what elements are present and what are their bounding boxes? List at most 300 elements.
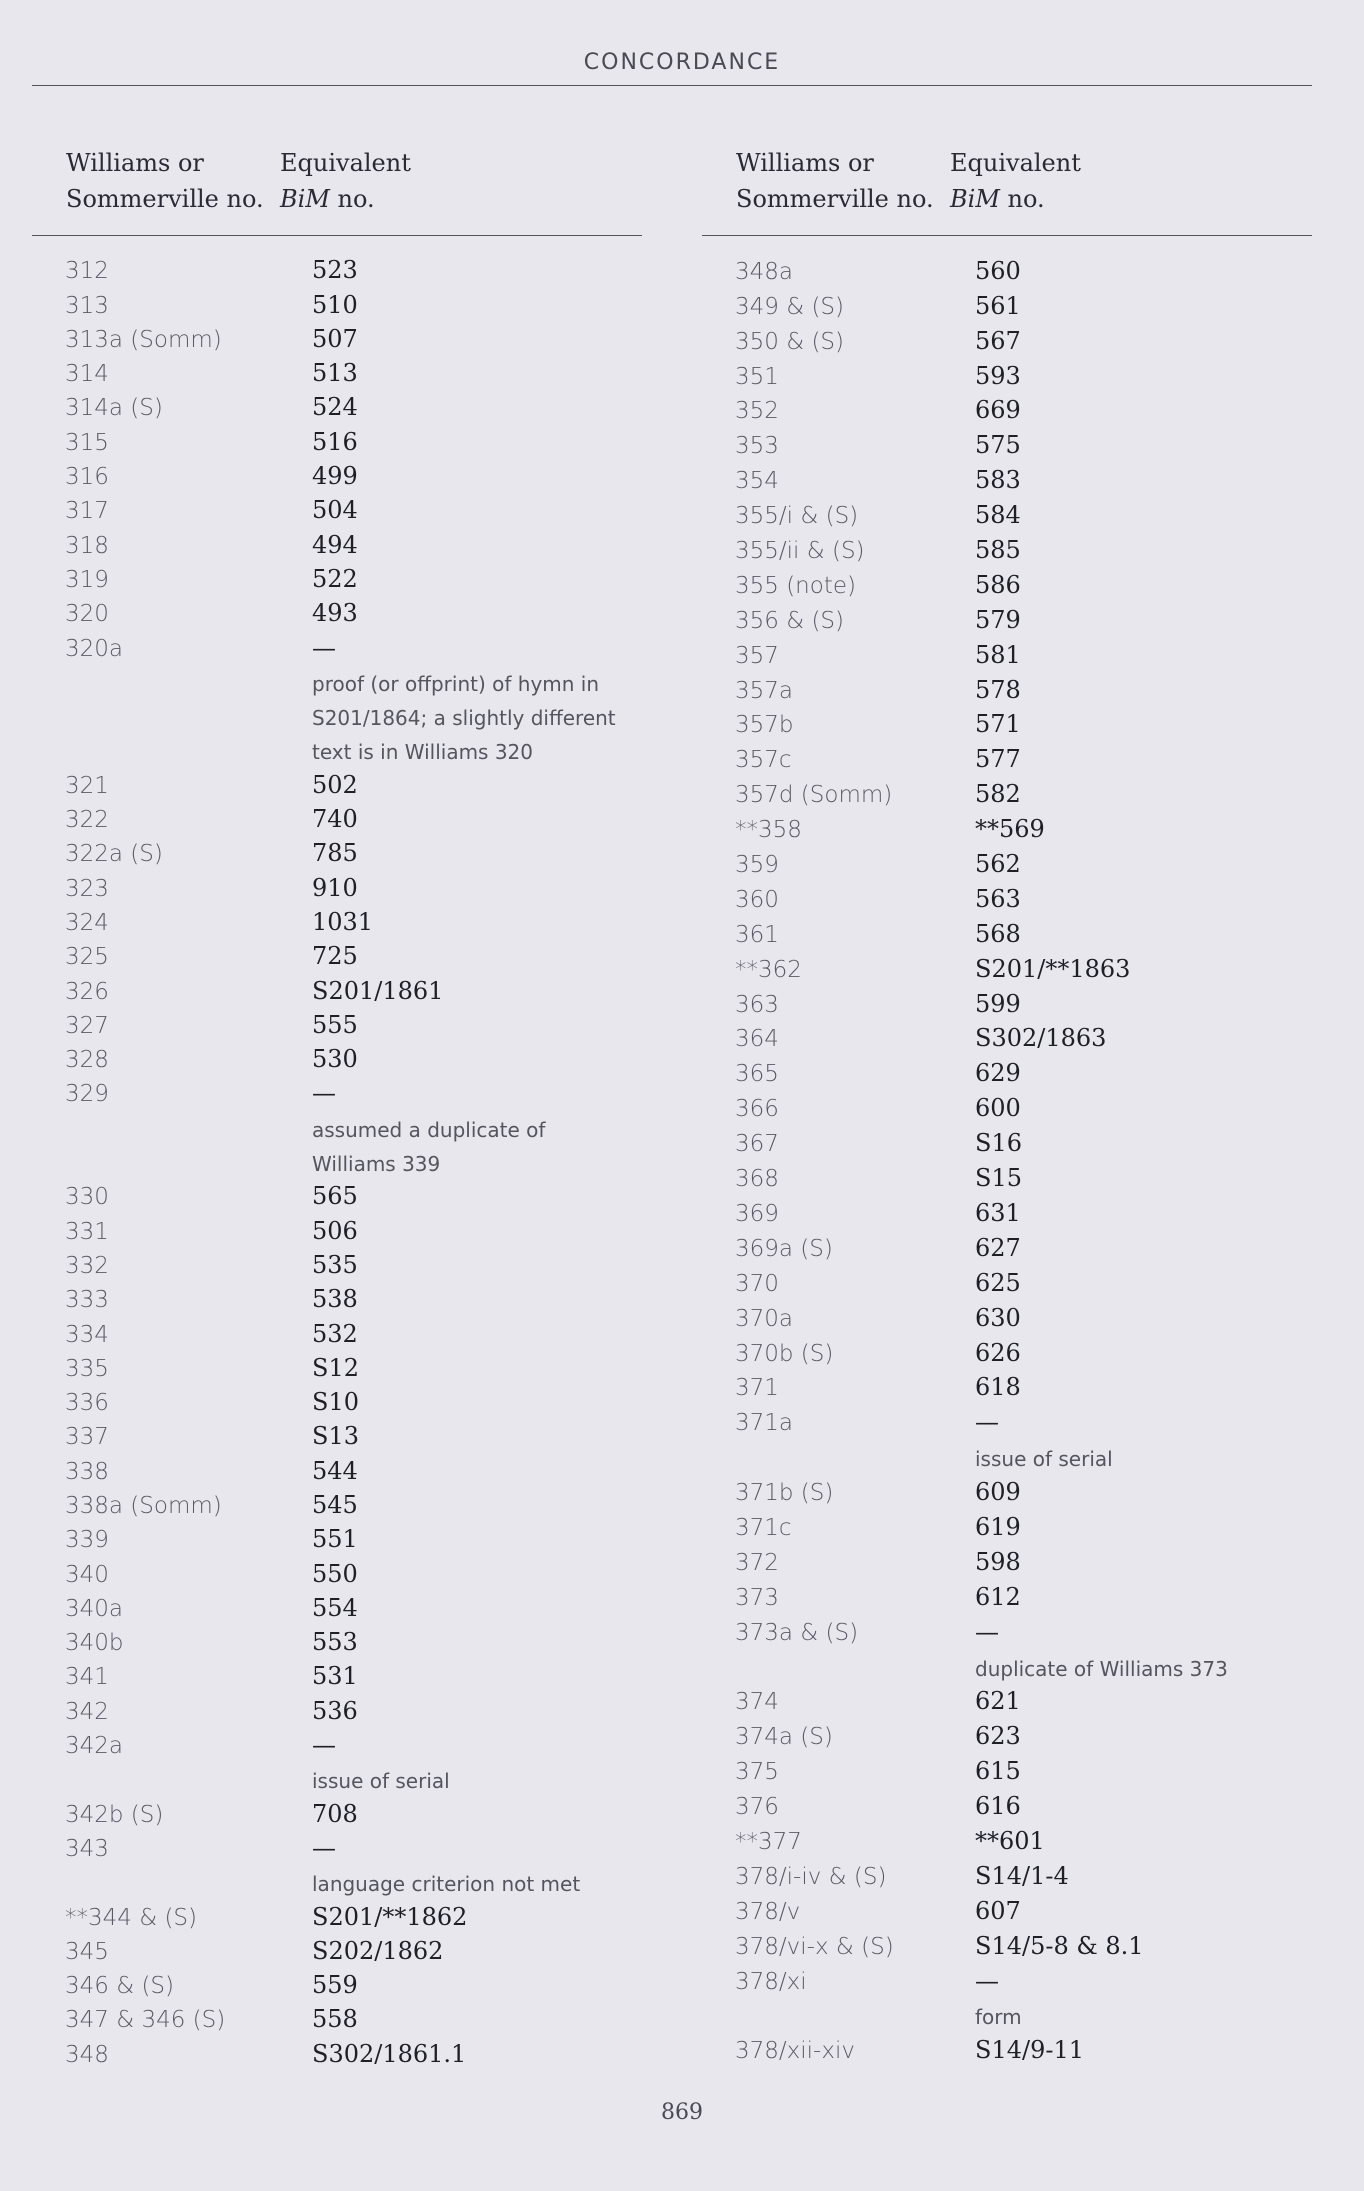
williams-number: 378/xii-xiv <box>735 2038 855 2065</box>
bim-number: 585 <box>975 536 1021 565</box>
williams-number: 315 <box>65 429 109 456</box>
williams-number: 342 <box>65 1698 109 1725</box>
williams-number: 354 <box>735 468 779 495</box>
entry-note: assumed a duplicate of <box>312 1117 546 1142</box>
bim-number: S16 <box>975 1129 1022 1158</box>
bim-number: **601 <box>975 1826 1045 1855</box>
williams-number: 374a (S) <box>735 1724 833 1751</box>
entry-note: text is in Williams 320 <box>312 740 534 765</box>
williams-number: 365 <box>735 1061 779 1088</box>
williams-number: 322 <box>65 807 109 834</box>
williams-number: 355/ii & (S) <box>735 538 865 565</box>
concordance-row <box>702 1227 1312 1262</box>
williams-number: 350 & (S) <box>735 328 845 355</box>
williams-number: 371b (S) <box>735 1480 834 1507</box>
concordance-row <box>32 1999 642 2033</box>
concordance-row <box>702 320 1312 355</box>
entry-note: duplicate of Williams 373 <box>975 1656 1228 1681</box>
bim-number: 593 <box>975 361 1021 390</box>
concordance-row <box>702 1471 1312 1506</box>
bim-number: — <box>312 633 336 662</box>
bim-number: 621 <box>975 1687 1021 1716</box>
williams-number: 367 <box>735 1131 779 1158</box>
concordance-row <box>702 983 1312 1018</box>
concordance-row <box>702 1297 1312 1332</box>
concordance-row <box>32 799 642 833</box>
williams-number: 342b (S) <box>65 1801 164 1828</box>
concordance-row <box>702 808 1312 843</box>
concordance-row <box>702 1332 1312 1367</box>
williams-number: 370b (S) <box>735 1340 834 1367</box>
bim-number: 619 <box>975 1512 1021 1541</box>
concordance-row <box>702 1157 1312 1192</box>
bim-number: 598 <box>975 1547 1021 1576</box>
concordance-row <box>32 1450 642 1484</box>
concordance-row <box>32 250 642 284</box>
bim-number: 524 <box>312 393 358 422</box>
williams-number: 340 <box>65 1561 109 1588</box>
williams-number: 326 <box>65 978 109 1005</box>
williams-number: 323 <box>65 875 109 902</box>
concordance-row <box>702 704 1312 739</box>
williams-number: 373a & (S) <box>735 1619 859 1646</box>
williams-number: 331 <box>65 1218 109 1245</box>
bim-number: 579 <box>975 605 1021 634</box>
bim-number: 599 <box>975 989 1021 1018</box>
header-line: Williams or <box>66 149 204 177</box>
bim-number: S14/5-8 & 8.1 <box>975 1931 1144 1960</box>
williams-number: 316 <box>65 464 109 491</box>
bim-number: 785 <box>312 839 358 868</box>
williams-number: 371 <box>735 1375 779 1402</box>
williams-number: 361 <box>735 921 779 948</box>
bim-number: — <box>975 1617 999 1646</box>
concordance-row <box>32 1828 642 1862</box>
concordance-row <box>32 902 642 936</box>
concordance-row <box>32 421 642 455</box>
concordance-row <box>702 1820 1312 1855</box>
concordance-row <box>32 833 642 867</box>
williams-number: 337 <box>65 1424 109 1451</box>
bim-number: 499 <box>312 462 358 491</box>
concordance-row <box>32 1553 642 1587</box>
bim-number: 740 <box>312 805 358 834</box>
bim-number: S201/**1863 <box>975 954 1131 983</box>
concordance-row <box>32 2033 642 2067</box>
bim-number: 616 <box>975 1792 1021 1821</box>
concordance-row <box>32 284 642 318</box>
concordance-row <box>702 564 1312 599</box>
williams-number: 370 <box>735 1270 779 1297</box>
williams-number: 314a (S) <box>65 395 163 422</box>
concordance-row <box>702 1611 1312 1646</box>
williams-number: 338 <box>65 1458 109 1485</box>
williams-number: 378/xi <box>735 1968 807 1995</box>
williams-number: 333 <box>65 1287 109 1314</box>
right-column-header <box>702 145 1312 223</box>
bim-number: 493 <box>312 599 358 628</box>
bim-number: 626 <box>975 1338 1021 1367</box>
williams-number: 324 <box>65 909 109 936</box>
bim-number: **569 <box>975 815 1045 844</box>
bim-number: 536 <box>312 1696 358 1725</box>
williams-number: 320a <box>65 635 123 662</box>
williams-number: 351 <box>735 363 779 390</box>
right-header-bim <box>950 145 1312 223</box>
concordance-row <box>702 1785 1312 1820</box>
bim-number: S201/1861 <box>312 976 444 1005</box>
concordance-row <box>32 764 642 798</box>
williams-number: 364 <box>735 1026 779 1053</box>
williams-number: 368 <box>735 1166 779 1193</box>
williams-number: 327 <box>65 1012 109 1039</box>
bim-number: — <box>312 1833 336 1862</box>
bim-number: 568 <box>975 919 1021 948</box>
bim-number: 627 <box>975 1233 1021 1262</box>
concordance-row <box>32 559 642 593</box>
concordance-row <box>702 1576 1312 1611</box>
right-entries <box>702 250 1312 2064</box>
bim-number: 551 <box>312 1525 358 1554</box>
concordance-row <box>702 1855 1312 1890</box>
concordance-row <box>702 634 1312 669</box>
concordance-row <box>702 1087 1312 1122</box>
bim-number: 609 <box>975 1478 1021 1507</box>
concordance-row <box>702 1192 1312 1227</box>
bim-number: 669 <box>975 396 1021 425</box>
concordance-row <box>702 459 1312 494</box>
bim-number: 558 <box>312 2005 358 2034</box>
concordance-row <box>702 285 1312 320</box>
entry-note: issue of serial <box>312 1769 450 1794</box>
bim-number: 523 <box>312 256 358 285</box>
williams-number: 317 <box>65 498 109 525</box>
bim-number: 535 <box>312 1250 358 1279</box>
williams-number: **358 <box>735 817 802 844</box>
concordance-row <box>32 490 642 524</box>
williams-number: 341 <box>65 1664 109 1691</box>
williams-number: 352 <box>735 398 779 425</box>
concordance-row <box>32 456 642 490</box>
williams-number: 321 <box>65 772 109 799</box>
concordance-row <box>702 878 1312 913</box>
concordance-row <box>32 353 642 387</box>
left-column-rule <box>32 235 642 236</box>
williams-number: 357c <box>735 747 792 774</box>
right-column <box>702 145 1312 2064</box>
left-header-williams <box>32 145 280 223</box>
concordance-row <box>702 1715 1312 1750</box>
williams-number: 339 <box>65 1527 109 1554</box>
bim-number: 578 <box>975 675 1021 704</box>
header-italic: BiM <box>950 185 1000 213</box>
williams-number: 357 <box>735 642 779 669</box>
williams-number: 357d (Somm) <box>735 782 893 809</box>
bim-number: — <box>975 1408 999 1437</box>
bim-number: 631 <box>975 1198 1021 1227</box>
header-line: Equivalent <box>280 149 411 177</box>
concordance-row <box>702 669 1312 704</box>
bim-number: — <box>312 1079 336 1108</box>
header-suffix: no. <box>999 185 1045 213</box>
concordance-row <box>702 738 1312 773</box>
bim-number: 559 <box>312 1971 358 2000</box>
bim-number: 545 <box>312 1490 358 1519</box>
concordance-row <box>702 773 1312 808</box>
bim-number: 910 <box>312 873 358 902</box>
concordance-row <box>32 627 642 661</box>
concordance-row <box>702 1541 1312 1576</box>
concordance-row <box>32 970 642 1004</box>
bim-number: S302/1861.1 <box>312 2039 467 2068</box>
left-entries <box>32 250 642 2068</box>
bim-number: 565 <box>312 1182 358 1211</box>
concordance-row <box>702 1506 1312 1541</box>
williams-number: 325 <box>65 944 109 971</box>
concordance-row <box>702 529 1312 564</box>
bim-number: S12 <box>312 1353 359 1382</box>
williams-number: 359 <box>735 852 779 879</box>
header-suffix: no. <box>329 185 375 213</box>
williams-number: 313 <box>65 292 109 319</box>
header-line <box>280 181 642 217</box>
bim-number: 510 <box>312 290 358 319</box>
concordance-row <box>32 936 642 970</box>
bim-number: 618 <box>975 1373 1021 1402</box>
bim-number: S14/9-11 <box>975 2036 1084 2065</box>
concordance-row <box>32 1313 642 1347</box>
bim-number: 550 <box>312 1559 358 1588</box>
concordance-row <box>702 1122 1312 1157</box>
williams-number: 312 <box>65 258 109 285</box>
bim-number: — <box>975 1966 999 1995</box>
williams-number: 376 <box>735 1794 779 1821</box>
concordance-row <box>702 1018 1312 1053</box>
entry-note: S201/1864; a slightly different <box>312 706 616 731</box>
williams-number: **344 & (S) <box>65 1904 198 1931</box>
bim-number: 607 <box>975 1896 1021 1925</box>
bim-number: S10 <box>312 1388 359 1417</box>
bim-number: S13 <box>312 1422 359 1451</box>
bim-number: 530 <box>312 1045 358 1074</box>
concordance-row <box>32 1073 642 1107</box>
bim-number: 563 <box>975 884 1021 913</box>
bim-number: 584 <box>975 501 1021 530</box>
left-column <box>32 145 642 2068</box>
entry-note: proof (or offprint) of hymn in <box>312 671 600 696</box>
bim-number: 1031 <box>312 907 374 936</box>
bim-number: 577 <box>975 745 1021 774</box>
williams-number: 313a (Somm) <box>65 326 222 353</box>
concordance-row <box>32 1210 642 1244</box>
williams-number: 340b <box>65 1630 124 1657</box>
concordance-row <box>32 1896 642 1930</box>
entry-note: Williams 339 <box>312 1152 441 1177</box>
bim-number: 553 <box>312 1628 358 1657</box>
bim-number: 615 <box>975 1757 1021 1786</box>
bim-number: 586 <box>975 570 1021 599</box>
williams-number: 338a (Somm) <box>65 1492 222 1519</box>
bim-number: 494 <box>312 530 358 559</box>
bim-number: 575 <box>975 431 1021 460</box>
williams-number: 348 <box>65 2041 109 2068</box>
concordance-row <box>32 1348 642 1382</box>
williams-number: 320 <box>65 601 109 628</box>
bim-number: 513 <box>312 359 358 388</box>
concordance-row <box>32 524 642 558</box>
williams-number: 369a (S) <box>735 1235 833 1262</box>
williams-number: 335 <box>65 1355 109 1382</box>
bim-number: 725 <box>312 942 358 971</box>
bim-number: S15 <box>975 1164 1022 1193</box>
entry-note: language criterion not met <box>312 1872 581 1897</box>
williams-number: 348a <box>735 258 793 285</box>
bim-number: 629 <box>975 1059 1021 1088</box>
header-line: Equivalent <box>950 149 1081 177</box>
concordance-row <box>32 319 642 353</box>
concordance-row <box>32 867 642 901</box>
concordance-row <box>32 1279 642 1313</box>
concordance-row <box>32 1005 642 1039</box>
williams-number: 355/i & (S) <box>735 503 859 530</box>
williams-number: 363 <box>735 991 779 1018</box>
header-line: Sommerville no. <box>736 185 934 213</box>
concordance-row <box>32 387 642 421</box>
concordance-row <box>702 1750 1312 1785</box>
williams-number: 373 <box>735 1584 779 1611</box>
bim-number: 600 <box>975 1094 1021 1123</box>
concordance-row <box>702 913 1312 948</box>
williams-number: 371a <box>735 1410 793 1437</box>
williams-number: 330 <box>65 1184 109 1211</box>
concordance-row <box>702 1367 1312 1402</box>
header-rule <box>32 85 1312 86</box>
bim-number: — <box>312 1731 336 1760</box>
concordance-row <box>32 1519 642 1553</box>
bim-number: 555 <box>312 1010 358 1039</box>
concordance-row <box>702 250 1312 285</box>
bim-number: 516 <box>312 427 358 456</box>
bim-number: 560 <box>975 256 1021 285</box>
bim-number: S302/1863 <box>975 1024 1107 1053</box>
williams-number: 357b <box>735 712 794 739</box>
williams-number: 375 <box>735 1759 779 1786</box>
williams-number: 353 <box>735 433 779 460</box>
williams-number: 374 <box>735 1689 779 1716</box>
concordance-row <box>32 1382 642 1416</box>
williams-number: 314 <box>65 361 109 388</box>
williams-number: **362 <box>735 956 802 983</box>
bim-number: 581 <box>975 640 1021 669</box>
concordance-row <box>32 1039 642 1073</box>
concordance-row <box>702 843 1312 878</box>
concordance-row <box>32 1416 642 1450</box>
bim-number: 532 <box>312 1319 358 1348</box>
williams-number: 355 (note) <box>735 572 856 599</box>
bim-number: 506 <box>312 1216 358 1245</box>
bim-number: S202/1862 <box>312 1936 444 1965</box>
bim-number: 562 <box>975 850 1021 879</box>
concordance-row <box>32 1245 642 1279</box>
williams-number: 336 <box>65 1390 109 1417</box>
concordance-row <box>32 1176 642 1210</box>
williams-number: 329 <box>65 1081 109 1108</box>
concordance-row <box>702 494 1312 529</box>
concordance-row <box>702 355 1312 390</box>
concordance-row <box>32 1931 642 1965</box>
header-italic: BiM <box>280 185 330 213</box>
williams-number: 378/v <box>735 1898 801 1925</box>
concordance-row <box>32 1656 642 1690</box>
williams-number: 334 <box>65 1321 109 1348</box>
williams-number: 342a <box>65 1733 123 1760</box>
bim-number: 502 <box>312 770 358 799</box>
concordance-row <box>32 1485 642 1519</box>
header-line <box>950 181 1312 217</box>
williams-number: 347 & 346 (S) <box>65 2007 226 2034</box>
bim-number: 544 <box>312 1456 358 1485</box>
williams-number: 328 <box>65 1047 109 1074</box>
left-column-header <box>32 145 642 223</box>
williams-number: 345 <box>65 1938 109 1965</box>
bim-number: 583 <box>975 466 1021 495</box>
williams-number: 343 <box>65 1835 109 1862</box>
bim-number: 625 <box>975 1268 1021 1297</box>
williams-number: 370a <box>735 1305 793 1332</box>
concordance-row <box>702 599 1312 634</box>
bim-number: 708 <box>312 1799 358 1828</box>
bim-number: 507 <box>312 324 358 353</box>
concordance-row <box>702 948 1312 983</box>
bim-number: S14/1-4 <box>975 1861 1069 1890</box>
bim-number: 612 <box>975 1582 1021 1611</box>
williams-number: 332 <box>65 1252 109 1279</box>
bim-number: 582 <box>975 780 1021 809</box>
left-header-bim <box>280 145 642 223</box>
concordance-row <box>702 1925 1312 1960</box>
williams-number: 322a (S) <box>65 841 163 868</box>
concordance-row <box>32 1725 642 1759</box>
entry-note: issue of serial <box>975 1447 1113 1472</box>
concordance-row <box>32 1622 642 1656</box>
bim-number: 538 <box>312 1285 358 1314</box>
concordance-row <box>702 1890 1312 1925</box>
bim-number: 567 <box>975 326 1021 355</box>
concordance-row <box>702 1401 1312 1436</box>
concordance-row <box>702 1960 1312 1995</box>
running-head: CONCORDANCE <box>583 50 781 75</box>
concordance-row <box>32 1588 642 1622</box>
concordance-row <box>702 1262 1312 1297</box>
bim-number: 554 <box>312 1593 358 1622</box>
concordance-row <box>702 1681 1312 1716</box>
page-number: 869 <box>661 2100 703 2125</box>
right-column-rule <box>702 235 1312 236</box>
williams-number: 360 <box>735 886 779 913</box>
concordance-row <box>702 424 1312 459</box>
williams-number: 378/vi-x & (S) <box>735 1933 894 1960</box>
header-line: Sommerville no. <box>66 185 264 213</box>
concordance-row <box>32 1793 642 1827</box>
concordance-row <box>702 1052 1312 1087</box>
header-line: Williams or <box>736 149 874 177</box>
williams-number: 356 & (S) <box>735 607 845 634</box>
williams-number: 340a <box>65 1595 123 1622</box>
bim-number: 522 <box>312 564 358 593</box>
bim-number: 531 <box>312 1662 358 1691</box>
williams-number: 371c <box>735 1514 792 1541</box>
bim-number: 571 <box>975 710 1021 739</box>
